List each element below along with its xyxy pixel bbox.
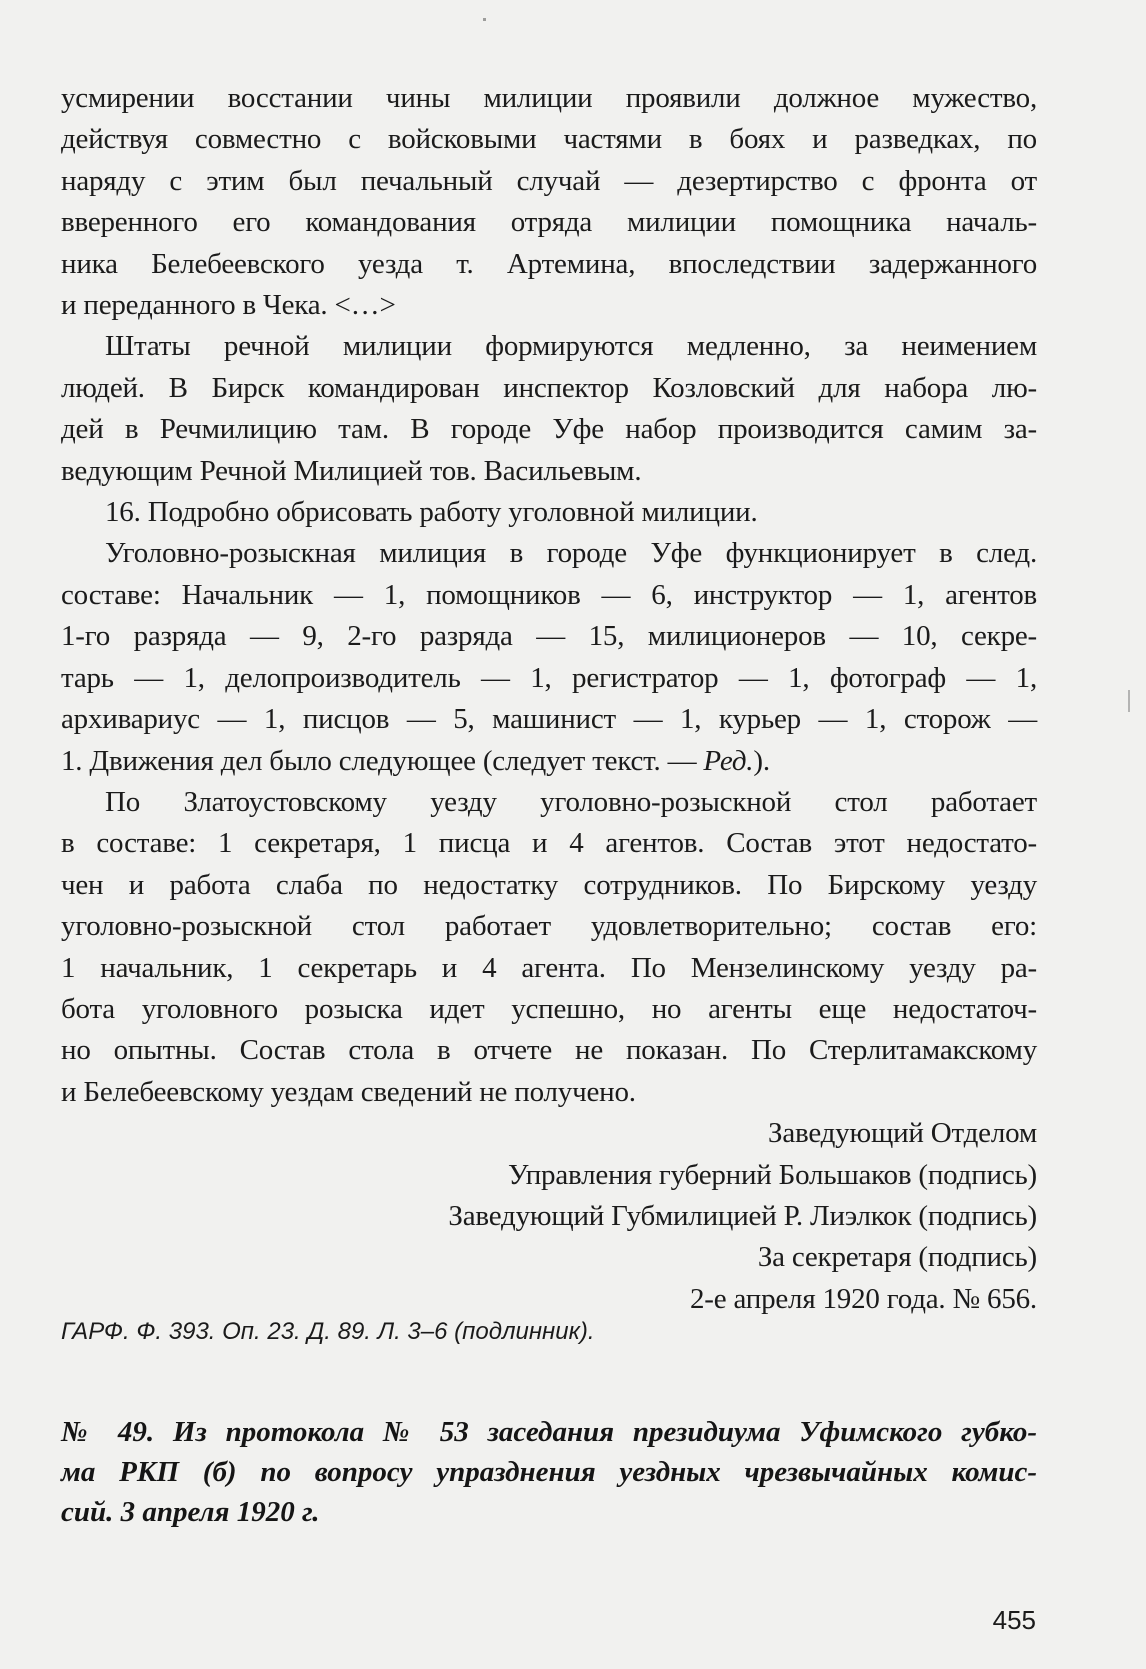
scan-speck — [1128, 690, 1130, 712]
text-line: людей. В Бирск командирован инспектор Козловский для набора лю- — [61, 371, 1037, 404]
paragraph-4 — [61, 533, 1037, 781]
paragraph-1 — [61, 78, 1037, 326]
paragraph-2 — [61, 326, 1037, 492]
text-line: в составе: 1 секретаря, 1 писца и 4 агентов. Состав этот недостато- — [61, 827, 1037, 860]
editor-note-close: ). — [753, 744, 770, 777]
text-line — [61, 741, 1037, 782]
main-text-block — [61, 78, 1037, 1320]
text-line: 16. Подробно обрисовать работу уголовной милиции. — [105, 496, 758, 529]
heading-line: ма РКП (б) по вопросу упразднения уездных чрезвычайных комис- — [61, 1456, 1037, 1488]
text-line: Уголовно-розыскная милиция в городе Уфе функционирует в след. — [105, 537, 1037, 570]
text-line: вверенного его командования отряда милиции помощника началь- — [61, 206, 1037, 239]
document-date: 2-е апреля 1920 года. № 656. — [689, 1282, 1037, 1315]
scan-speck — [483, 18, 486, 21]
text-line-fragment: 1. Движения дел было следующее (следует текст. — — [61, 744, 704, 777]
text-line: 1 начальник, 1 секретарь и 4 агента. По Мензелинскому уезду ра- — [61, 951, 1037, 984]
text-line: ника Белебеевского уезда т. Артемина, впоследствии задержанного — [61, 247, 1037, 280]
document-heading — [61, 1412, 1037, 1532]
text-line: действуя совместно с войсковыми частями в боях и разведках, по — [61, 123, 1037, 156]
signature-block — [61, 1113, 1037, 1320]
paragraph-3 — [61, 492, 1037, 533]
text-line: архивариус — 1, писцов — 5, машинист — 1, курьер — 1, сторож — — [61, 703, 1037, 736]
text-line: и Белебеевскому уездам сведений не получено. — [61, 1075, 636, 1108]
text-line: наряду с этим был печальный случай — дезертирство с фронта от — [61, 164, 1037, 197]
text-line: ведующим Речной Милицией тов. Васильевым. — [61, 454, 642, 487]
heading-line: сий. 3 апреля 1920 г. — [61, 1496, 320, 1528]
text-line: но опытны. Состав стола в отчете не показан. По Стерлитамакскому — [61, 1034, 1037, 1067]
heading-line: № 49. Из протокола № 53 заседания президиума Уфимского губко- — [61, 1416, 1037, 1448]
signature-line: Заведующий Отделом — [768, 1117, 1037, 1150]
signature-line: Управления губерний Большаков (подпись) — [507, 1158, 1037, 1191]
archive-source-reference: ГАРФ. Ф. 393. Оп. 23. Д. 89. Л. 3–6 (подлинник). — [61, 1318, 595, 1345]
text-line: уголовно-розыскной стол работает удовлетворительно; состав его: — [61, 910, 1037, 943]
text-line: составе: Начальник — 1, помощников — 6, инструктор — 1, агентов — [61, 578, 1037, 611]
text-line: дей в Речмилицию там. В городе Уфе набор производится самим за- — [61, 413, 1037, 446]
text-line: чен и работа слаба по недостатку сотрудников. По Бирскому уезду — [61, 868, 1037, 901]
text-line: Штаты речной милиции формируются медленно, за неимением — [105, 330, 1037, 363]
editor-note: Ред. — [703, 744, 754, 777]
paragraph-5 — [61, 782, 1037, 1113]
text-line: бота уголовного розыска идет успешно, но агенты еще недостаточ- — [61, 992, 1037, 1025]
text-line: усмирении восстании чины милиции проявили должное мужество, — [61, 82, 1037, 114]
text-line: и переданного в Чека. <…> — [61, 289, 396, 322]
text-line: 1-го разряда — 9, 2-го разряда — 15, милиционеров — 10, секре- — [61, 620, 1037, 653]
page-number: 455 — [992, 1605, 1036, 1635]
signature-line: За секретаря (подпись) — [757, 1241, 1037, 1274]
text-line: По Златоустовскому уезду уголовно-розыскной стол работает — [105, 785, 1037, 818]
text-line: тарь — 1, делопроизводитель — 1, регистратор — 1, фотограф — 1, — [61, 661, 1037, 694]
signature-line: Заведующий Губмилицией Р. Лиэлкок (подпись) — [448, 1199, 1037, 1232]
